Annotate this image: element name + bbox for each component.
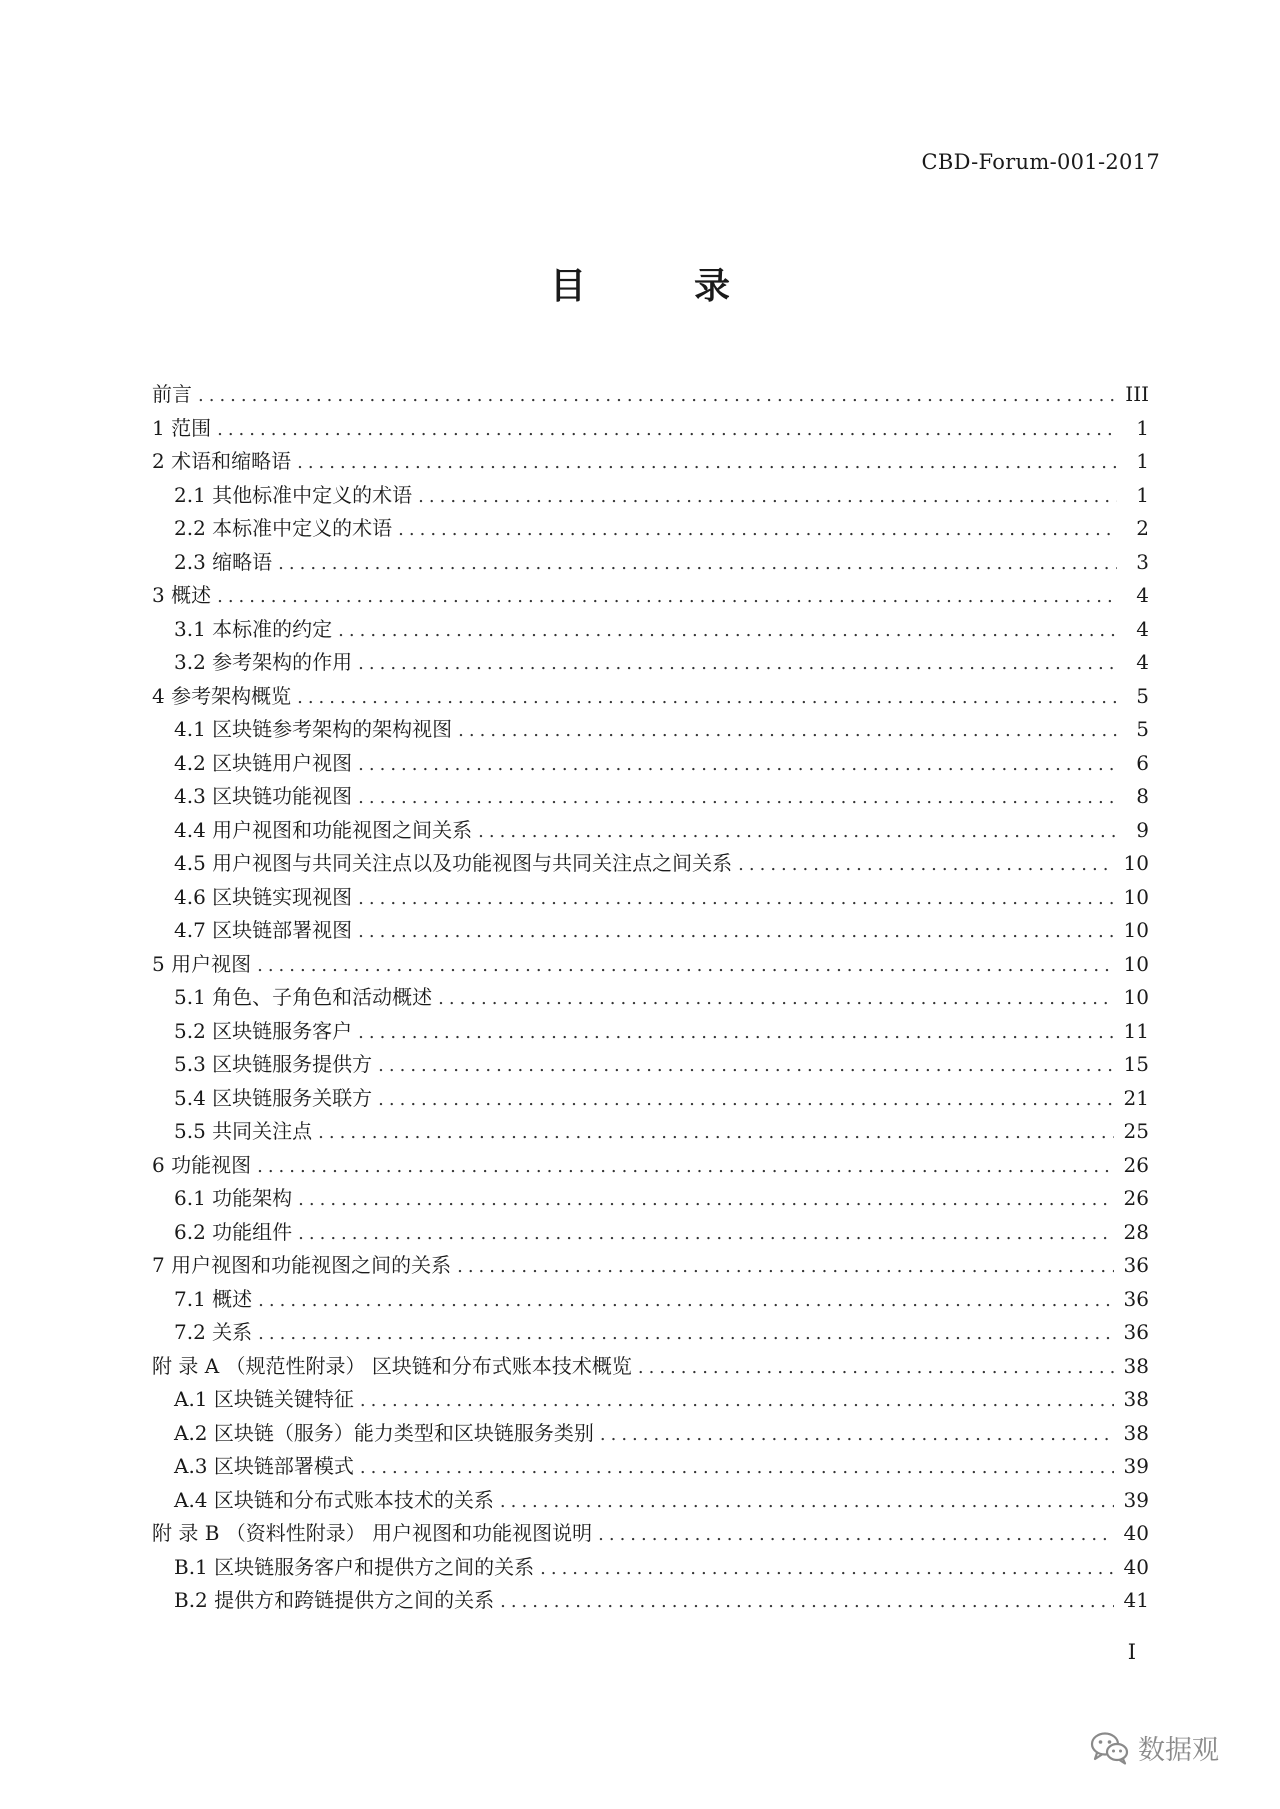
toc-entry[interactable] [152,1484,1149,1518]
toc-leader-dots [540,1558,1113,1579]
toc-entry-page: 4 [1136,616,1149,641]
toc-entry-label: 3 概述 [152,583,212,607]
toc-entry-label: A.2 区块链（服务）能力类型和区块链服务类别 [174,1420,594,1445]
toc-entry-label: 4 参考架构概览 [152,683,292,708]
toc-entry[interactable] [152,1350,1149,1384]
toc-entry-label: 5.2 区块链服务客户 [174,1018,353,1043]
toc-leader-dots [338,620,1117,641]
toc-entry-label: 附 录 A （规范性附录） 区块链和分布式账本技术概览 [152,1353,632,1378]
toc-entry-label: 5.1 角色、子角色和活动概述 [174,985,433,1009]
toc-entry-page: 26 [1123,1152,1149,1177]
toc-entry[interactable] [152,512,1149,546]
toc-entry-label: 7 用户视图和功能视图之间的关系 [152,1253,452,1277]
toc-entry[interactable] [152,780,1149,814]
toc-entry-label: 7.1 概述 [174,1286,253,1311]
toc-entry-label: 附 录 B （资料性附录） 用户视图和功能视图说明 [152,1521,593,1545]
toc-entry-page: 10 [1123,884,1149,909]
toc-entry-page: 38 [1123,1353,1149,1378]
toc-entry[interactable] [152,445,1149,479]
toc-entry-page: 9 [1136,817,1149,842]
toc-leader-dots [398,519,1117,540]
toc-entry-page: 28 [1123,1219,1149,1244]
page-number: I [1127,1640,1136,1664]
toc-leader-dots [378,1089,1113,1110]
toc-leader-dots [297,452,1117,473]
toc-entry-page: 26 [1123,1186,1149,1210]
toc-leader-dots [258,1323,1113,1344]
toc-leader-dots [458,720,1117,741]
toc-entry[interactable] [152,1249,1149,1283]
toc-entry-page: 15 [1123,1052,1149,1076]
toc-entry-page: 38 [1123,1387,1149,1411]
toc-entry[interactable] [152,646,1149,680]
toc-entry[interactable] [152,378,1149,412]
toc-entry-page: 6 [1136,750,1149,775]
toc-entry-page: 40 [1123,1554,1149,1579]
watermark [1090,1728,1219,1767]
toc-entry-label: B.1 区块链服务客户和提供方之间的关系 [174,1554,535,1579]
toc-entry-page: III [1125,382,1149,406]
toc-leader-dots [257,1156,1113,1177]
toc-leader-dots [478,821,1117,842]
toc-entry-label: 7.2 关系 [174,1320,253,1344]
toc-entry-page: 21 [1123,1085,1149,1110]
toc-leader-dots [378,1055,1113,1076]
toc-entry-page: 1 [1136,482,1149,507]
toc-entry[interactable] [152,981,1149,1015]
toc-entry-page: 3 [1136,549,1149,574]
wechat-icon [1090,1731,1130,1765]
toc-entry-page: 25 [1123,1119,1149,1143]
toc-entry[interactable] [152,613,1149,647]
toc-entry[interactable] [152,479,1149,513]
toc-entry[interactable] [152,1216,1149,1250]
toc-entry[interactable] [152,1283,1149,1317]
toc-entry[interactable] [152,747,1149,781]
toc-entry[interactable] [152,579,1149,613]
toc-leader-dots [258,1290,1113,1311]
toc-leader-dots [358,1022,1113,1043]
toc-entry[interactable] [152,1584,1149,1618]
watermark-text: 数据观 [1138,1735,1219,1766]
toc-leader-dots [297,687,1117,708]
toc-entry-page: 39 [1123,1487,1149,1512]
toc-entry[interactable] [152,680,1149,714]
toc-leader-dots [358,921,1113,942]
toc-leader-dots [298,1223,1113,1244]
toc-entry[interactable] [152,948,1149,982]
toc-entry-page: 40 [1123,1521,1149,1545]
toc-entry[interactable] [152,1417,1149,1451]
toc-entry[interactable] [152,1115,1149,1149]
toc-entry-page: 10 [1123,951,1149,976]
table-of-contents [152,378,1149,1618]
toc-entry-label: 2.2 本标准中定义的术语 [174,516,393,540]
toc-leader-dots [360,1390,1114,1411]
toc-leader-dots [500,1591,1113,1612]
toc-entry-label: 4.7 区块链部署视图 [174,918,353,942]
toc-entry-page: 4 [1136,650,1149,674]
toc-leader-dots [600,1424,1114,1445]
toc-entry[interactable] [152,1015,1149,1049]
toc-entry[interactable] [152,814,1149,848]
toc-leader-dots [257,955,1113,976]
toc-entry[interactable] [152,1082,1149,1116]
toc-entry-label: 5.4 区块链服务关联方 [174,1085,373,1110]
toc-entry-label: 6 功能视图 [152,1152,252,1177]
toc-leader-dots [358,888,1113,909]
toc-entry-label: A.3 区块链部署模式 [174,1454,354,1478]
toc-leader-dots [217,586,1117,607]
toc-entry-page: 38 [1123,1420,1149,1445]
toc-leader-dots [360,1457,1114,1478]
toc-entry-label: A.4 区块链和分布式账本技术的关系 [174,1487,494,1512]
toc-entry-page: 1 [1136,449,1149,473]
toc-entry-page: 2 [1136,516,1149,540]
toc-entry[interactable] [152,1182,1149,1216]
toc-entry-page: 5 [1136,717,1149,741]
toc-entry-page: 11 [1123,1018,1149,1043]
toc-entry[interactable] [152,412,1149,446]
toc-entry-label: 3.2 参考架构的作用 [174,650,353,674]
toc-entry-page: 1 [1136,415,1149,440]
toc-leader-dots [638,1357,1114,1378]
toc-leader-dots [358,787,1117,808]
toc-entry-label: 4.5 用户视图与共同关注点以及功能视图与共同关注点之间关系 [174,851,733,875]
toc-entry-label: 5.5 共同关注点 [174,1119,313,1143]
toc-entry-label: 5.3 区块链服务提供方 [174,1052,373,1076]
toc-entry-label: 5 用户视图 [152,951,252,976]
toc-entry[interactable] [152,1383,1149,1417]
toc-entry-label: 4.1 区块链参考架构的架构视图 [174,717,453,741]
toc-leader-dots [358,653,1117,674]
toc-leader-dots [298,1189,1113,1210]
toc-entry-label: 2.3 缩略语 [174,549,273,574]
toc-entry-label: B.2 提供方和跨链提供方之间的关系 [174,1588,495,1612]
toc-entry-label: 前言 [152,382,192,406]
toc-entry[interactable] [152,1450,1149,1484]
toc-entry-page: 4 [1136,583,1149,607]
toc-leader-dots [738,854,1113,875]
toc-entry-label: 1 范围 [152,415,212,440]
toc-entry[interactable] [152,847,1149,881]
toc-entry[interactable] [152,546,1149,580]
toc-entry-page: 10 [1123,918,1149,942]
toc-entry[interactable] [152,1551,1149,1585]
toc-entry-label: 4.4 用户视图和功能视图之间关系 [174,817,473,842]
toc-entry[interactable] [152,1316,1149,1350]
toc-entry-page: 36 [1123,1320,1149,1344]
toc-leader-dots [418,486,1117,507]
toc-entry-page: 8 [1136,784,1149,808]
toc-leader-dots [438,988,1113,1009]
toc-entry-page: 36 [1123,1286,1149,1311]
toc-leader-dots [198,385,1115,406]
toc-entry-page: 10 [1123,985,1149,1009]
toc-entry[interactable] [152,881,1149,915]
page-title: 目 录 [549,265,766,307]
toc-entry-label: 4.2 区块链用户视图 [174,750,353,775]
document-code: CBD-Forum-001-2017 [921,150,1160,174]
toc-leader-dots [500,1491,1114,1512]
toc-entry-page: 36 [1123,1253,1149,1277]
toc-entry-label: 2.1 其他标准中定义的术语 [174,482,413,507]
toc-entry-label: 4.6 区块链实现视图 [174,884,353,909]
toc-entry-page: 41 [1123,1588,1149,1612]
toc-leader-dots [358,754,1117,775]
toc-entry-label: A.1 区块链关键特征 [174,1387,354,1411]
toc-entry[interactable] [152,1149,1149,1183]
toc-leader-dots [318,1122,1113,1143]
toc-entry-label: 3.1 本标准的约定 [174,616,333,641]
toc-entry-label: 6.1 功能架构 [174,1186,293,1210]
toc-entry[interactable] [152,1517,1149,1551]
toc-entry-page: 5 [1136,683,1149,708]
toc-entry-label: 4.3 区块链功能视图 [174,784,353,808]
toc-entry[interactable] [152,1048,1149,1082]
toc-entry[interactable] [152,713,1149,747]
toc-leader-dots [457,1256,1113,1277]
toc-leader-dots [598,1524,1113,1545]
toc-leader-dots [217,419,1117,440]
toc-leader-dots [278,553,1117,574]
toc-entry-label: 2 术语和缩略语 [152,449,292,473]
toc-entry[interactable] [152,914,1149,948]
toc-entry-page: 10 [1123,851,1149,875]
toc-entry-label: 6.2 功能组件 [174,1219,293,1244]
toc-entry-page: 39 [1123,1454,1149,1478]
